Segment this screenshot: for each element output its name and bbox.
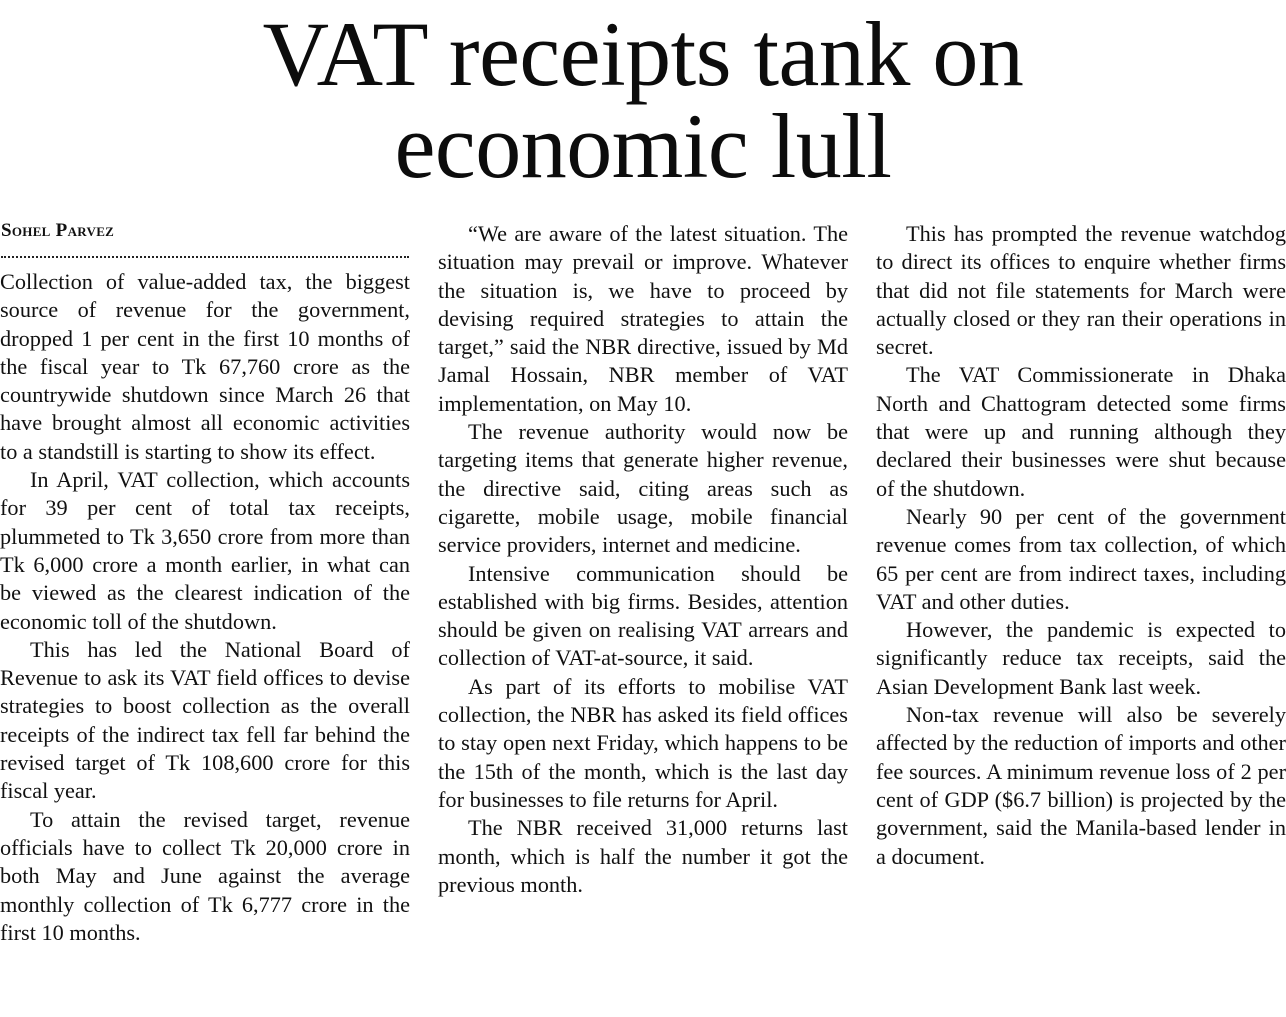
paragraph: The revenue authority would now be targeting items that generate higher revenue, the directive said, citing areas such as cigarette, mobile usage, mobile financial service providers, internet and medicine. [438, 419, 848, 558]
article-column-3 [876, 220, 1286, 871]
byline-divider [1, 256, 409, 258]
headline-line-1: VAT receipts tank on [262, 3, 1024, 105]
headline-line-2: economic lull [394, 95, 892, 197]
paragraph: In April, VAT collection, which accounts for 39 per cent of total tax receipts, plummeted to Tk 3,650 crore from more than Tk 6,000 crore a month earlier, in what can be viewed as the clearest indication of the economic toll of the shutdown. [0, 467, 410, 634]
headline [0, 3, 1286, 197]
paragraph: This has prompted the revenue watchdog to direct its offices to enquire whether firms that did not file statements for March were actually closed or they ran their operations in secret. [876, 221, 1286, 360]
article-column-2 [438, 220, 848, 899]
paragraph: However, the pandemic is expected to significantly reduce tax receipts, said the Asian Development Bank last week. [876, 617, 1286, 699]
byline: Sohel Parvez [1, 220, 115, 241]
paragraph: “We are aware of the latest situation. The situation may prevail or improve. Whatever the situation is, we have to proceed by devising required strategies to attain the target,” said the NBR directive, issued by Md Jamal Hossain, NBR member of VAT implementation, on May 10. [438, 221, 848, 416]
paragraph: Intensive communication should be established with big firms. Besides, attention should be given on realising VAT arrears and collection of VAT-at-source, it said. [438, 560, 848, 671]
paragraph: The VAT Commissionerate in Dhaka North and Chattogram detected some firms that were up and running although they declared their businesses were shut because of the shutdown. [876, 362, 1286, 501]
paragraph: As part of its efforts to mobilise VAT collection, the NBR has asked its field offices to stay open next Friday, which happens to be the 15th of the month, which is the last day for businesses to file returns for April. [438, 673, 848, 812]
article-column-1 [0, 268, 410, 947]
paragraph: Nearly 90 per cent of the government revenue comes from tax collection, of which 65 per cent are from indirect taxes, including VAT and other duties. [876, 503, 1286, 614]
paragraph: The NBR received 31,000 returns last month, which is half the number it got the previous month. [438, 815, 848, 897]
paragraph: This has led the National Board of Revenue to ask its VAT field offices to devise strategies to boost collection as the overall receipts of the indirect tax fell far behind the revised target of Tk 108,600 crore for this fiscal year. [0, 636, 410, 804]
paragraph: To attain the revised target, revenue officials have to collect Tk 20,000 crore in both May and June against the average monthly collection of Tk 6,777 crore in the first 10 months. [0, 806, 410, 945]
paragraph: Non-tax revenue will also be severely affected by the reduction of imports and other fee sources. A minimum revenue loss of 2 per cent of GDP ($6.7 billion) is projected by the government, said the Manila-based lender in a document. [876, 702, 1286, 869]
paragraph: Collection of value-added tax, the biggest source of revenue for the government, dropped 1 per cent in the first 10 months of the fiscal year to Tk 67,760 crore as the countrywide shutdown since March 26 that have brought almost all economic activities to a standstill is starting to show its effect. [0, 269, 410, 464]
